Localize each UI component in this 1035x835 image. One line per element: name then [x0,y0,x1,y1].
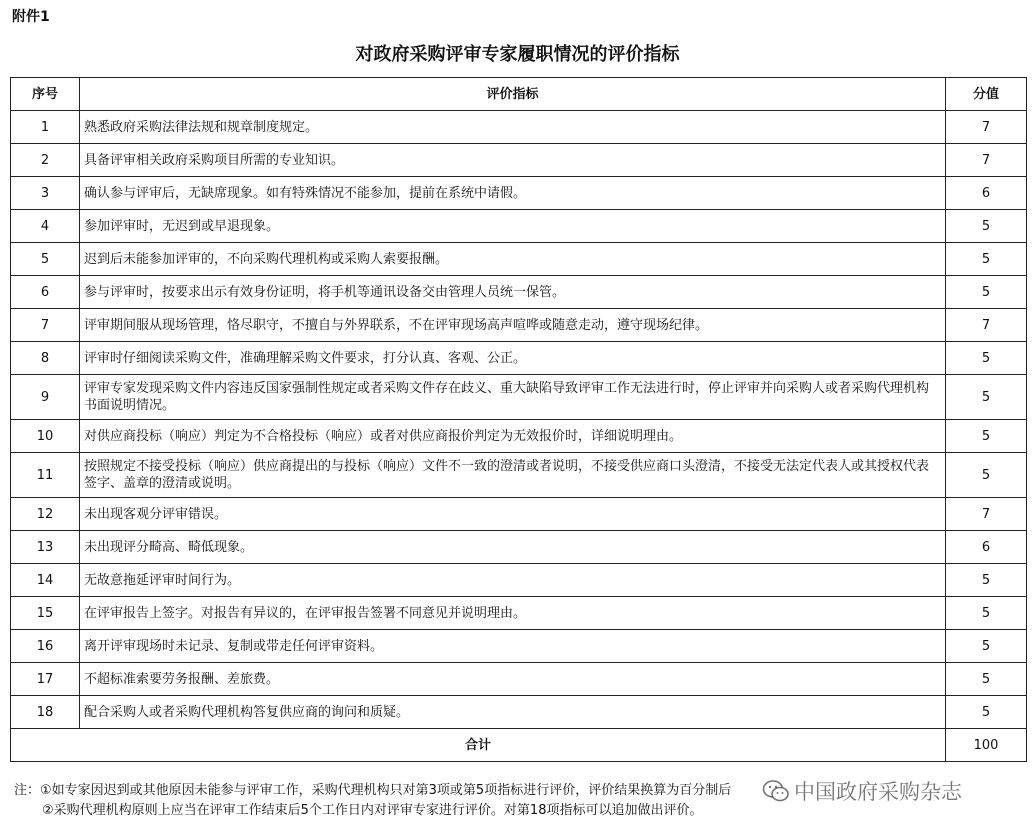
table-header-row [11,78,1027,111]
row-indicator: 评审期间服从现场管理，恪尽职守，不擅自与外界联系，不在评审现场高声喧哗或随意走动，遵守现场纪律。 [80,309,946,342]
row-score: 7 [946,309,1027,342]
table-row [11,453,1027,498]
row-score: 5 [946,276,1027,309]
header-score: 分值 [946,78,1027,111]
row-score: 7 [946,498,1027,531]
table-row [11,276,1027,309]
row-number: 15 [11,597,80,630]
wechat-icon [762,779,790,803]
header-indicator: 评价指标 [80,78,946,111]
table-row [11,531,1027,564]
table-row [11,420,1027,453]
row-number: 5 [11,243,80,276]
row-indicator: 熟悉政府采购法律法规和规章制度规定。 [80,111,946,144]
row-indicator: 具备评审相关政府采购项目所需的专业知识。 [80,144,946,177]
row-indicator: 无故意拖延评审时间行为。 [80,564,946,597]
row-number: 10 [11,420,80,453]
row-score: 7 [946,144,1027,177]
row-score: 6 [946,531,1027,564]
row-score: 5 [946,597,1027,630]
row-indicator: 评审专家发现采购文件内容违反国家强制性规定或者采购文件存在歧义、重大缺陷导致评审工作无法进行时，停止评审并向采购人或者采购代理机构书面说明情况。 [80,375,946,420]
table-body [11,111,1027,729]
watermark-text: 中国政府采购杂志 [794,780,962,804]
total-row [11,729,1027,762]
row-number: 9 [11,375,80,420]
row-number: 18 [11,696,80,729]
table-row [11,597,1027,630]
row-number: 13 [11,531,80,564]
row-score: 5 [946,630,1027,663]
table-row [11,696,1027,729]
total-score: 100 [946,729,1027,762]
row-indicator: 在评审报告上签字。对报告有异议的，在评审报告签署不同意见并说明理由。 [80,597,946,630]
row-number: 6 [11,276,80,309]
row-score: 5 [946,696,1027,729]
row-score: 5 [946,564,1027,597]
table-row [11,375,1027,420]
row-number: 4 [11,210,80,243]
row-indicator: 确认参与评审后，无缺席现象。如有特殊情况不能参加，提前在系统中请假。 [80,177,946,210]
row-number: 8 [11,342,80,375]
row-indicator: 参加评审时，无迟到或早退现象。 [80,210,946,243]
row-score: 5 [946,420,1027,453]
row-number: 3 [11,177,80,210]
row-number: 12 [11,498,80,531]
row-score: 7 [946,111,1027,144]
row-number: 1 [11,111,80,144]
row-number: 2 [11,144,80,177]
row-indicator: 未出现客观分评审错误。 [80,498,946,531]
evaluation-table [10,77,1027,762]
row-indicator: 迟到后未能参加评审的，不向采购代理机构或采购人索要报酬。 [80,243,946,276]
row-score: 5 [946,243,1027,276]
table-row [11,144,1027,177]
row-score: 6 [946,177,1027,210]
header-no: 序号 [11,78,80,111]
row-indicator: 参与评审时，按要求出示有效身份证明，将手机等通讯设备交由管理人员统一保管。 [80,276,946,309]
row-number: 16 [11,630,80,663]
attachment-label: 附件1 [12,9,50,25]
document-title: 对政府采购评审专家履职情况的评价指标 [355,44,680,65]
table-row [11,111,1027,144]
table-row [11,564,1027,597]
table-row [11,663,1027,696]
watermark [762,776,962,806]
footnote-1: 注：①如专家因迟到或其他原因未能参与评审工作，采购代理机构只对第3项或第5项指标进行评价，评价结果换算为百分制后 [14,783,732,798]
row-indicator: 不超标准索要劳务报酬、差旅费。 [80,663,946,696]
row-indicator: 对供应商投标（响应）判定为不合格投标（响应）或者对供应商报价判定为无效报价时，详细说明理由。 [80,420,946,453]
footnote-2: ②采购代理机构原则上应当在评审工作结束后5个工作日内对评审专家进行评价。对第18项指标可以追加做出评价。 [42,803,703,818]
row-number: 11 [11,453,80,498]
row-indicator: 评审时仔细阅读采购文件，准确理解采购文件要求，打分认真、客观、公正。 [80,342,946,375]
table-row [11,342,1027,375]
row-score: 5 [946,210,1027,243]
row-number: 7 [11,309,80,342]
total-label: 合计 [11,729,946,762]
row-indicator: 未出现评分畸高、畸低现象。 [80,531,946,564]
row-indicator: 离开评审现场时未记录、复制或带走任何评审资料。 [80,630,946,663]
row-indicator: 配合采购人或者采购代理机构答复供应商的询问和质疑。 [80,696,946,729]
row-number: 17 [11,663,80,696]
table-row [11,630,1027,663]
table-row [11,309,1027,342]
table-row [11,210,1027,243]
row-score: 5 [946,375,1027,420]
table-row [11,498,1027,531]
row-score: 5 [946,342,1027,375]
row-number: 14 [11,564,80,597]
row-score: 5 [946,663,1027,696]
table-row [11,177,1027,210]
row-indicator: 按照规定不接受投标（响应）供应商提出的与投标（响应）文件不一致的澄清或者说明，不接受供应商口头澄清，不接受无法定代表人或其授权代表签字、盖章的澄清或说明。 [80,453,946,498]
row-score: 5 [946,453,1027,498]
table-row [11,243,1027,276]
